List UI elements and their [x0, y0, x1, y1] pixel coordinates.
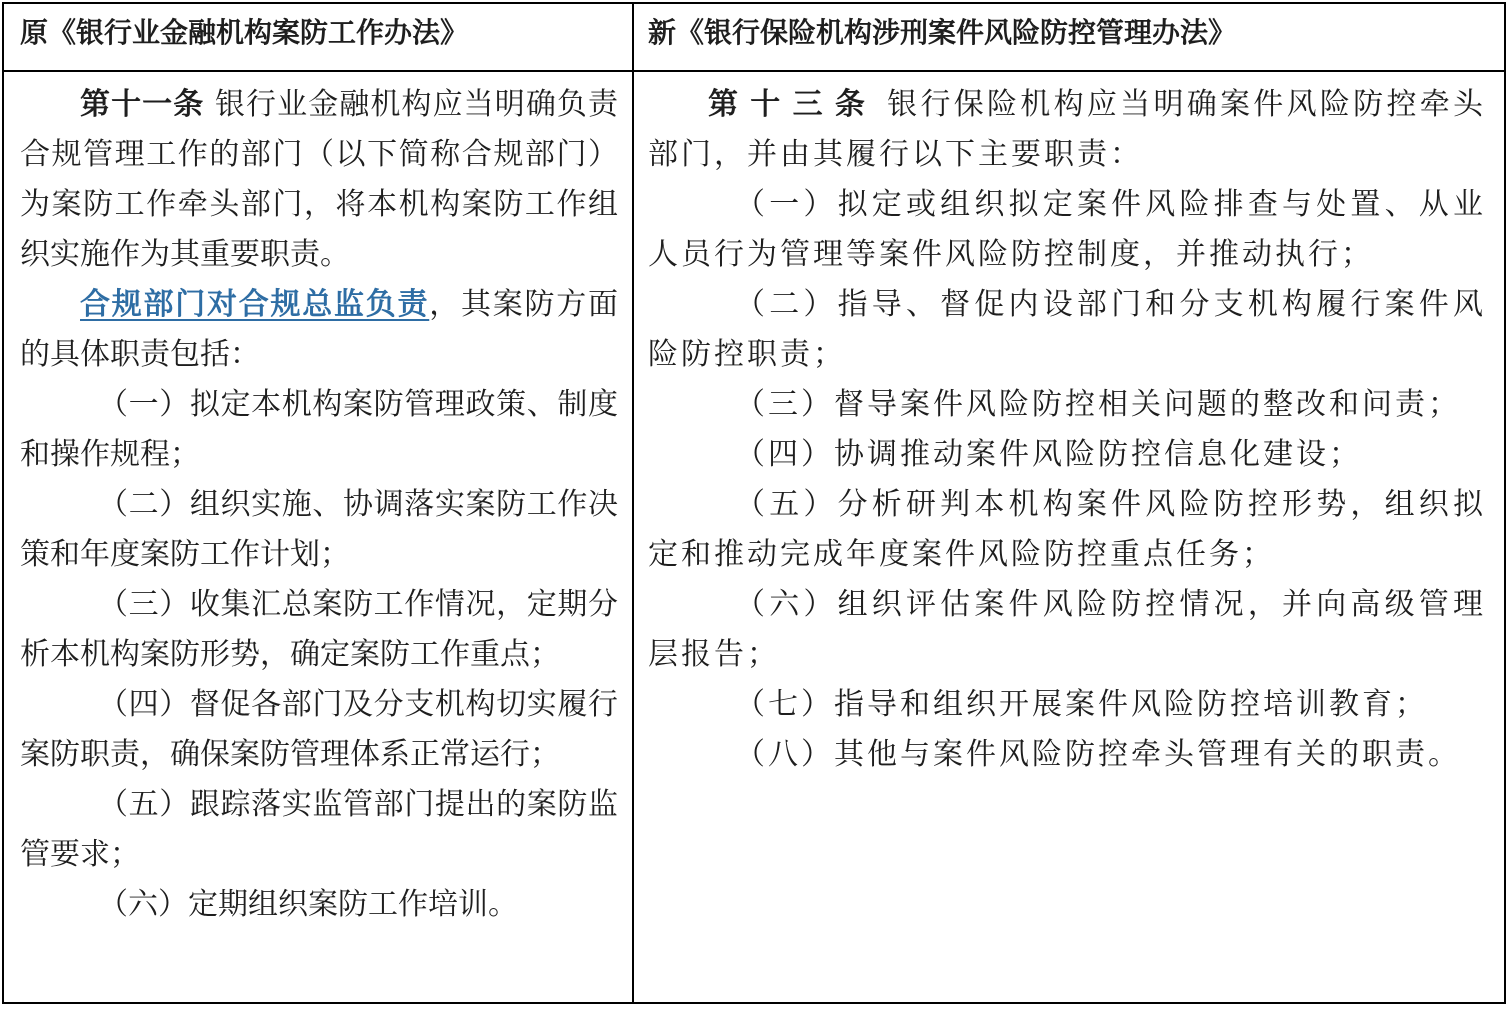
- new-regulation-column: [648, 80, 1486, 780]
- old-para2-text: ，其案防方面的具体职责包括：: [20, 287, 618, 372]
- new-item-6: （六）组织评估案件风险防控情况，并向高级管理层报告；: [648, 587, 1486, 672]
- old-intro-text: 银行业金融机构应当明确负责合规管理工作的部门（以下简称合规部门）为案防工作牵头部门，将本机构案防工作组织实施作为其重要职责。: [20, 87, 618, 272]
- highlighted-phrase: 合规部门对合规总监负责: [80, 287, 430, 322]
- old-item-6: （六）定期组织案防工作培训。: [98, 887, 518, 922]
- old-item-1: （一）拟定本机构案防管理政策、制度和操作规程；: [20, 387, 618, 472]
- old-responsibility-paragraph: [20, 280, 618, 380]
- header-new-regulation: 新《银行保险机构涉刑案件风险防控管理办法》: [648, 16, 1237, 49]
- old-item-2: （二）组织实施、协调落实案防工作决策和年度案防工作计划；: [20, 487, 618, 572]
- old-item-4: （四）督促各部门及分支机构切实履行案防职责，确保案防管理体系正常运行；: [20, 687, 618, 772]
- new-item-7: （七）指导和组织开展案件风险防控培训教育；: [735, 687, 1428, 722]
- new-item-4: （四）协调推动案件风险防控信息化建设；: [735, 437, 1362, 472]
- new-item-8: （八）其他与案件风险防控牵头管理有关的职责。: [735, 737, 1461, 772]
- old-item-3: （三）收集汇总案防工作情况，定期分析本机构案防形势，确定案防工作重点；: [20, 587, 618, 672]
- new-article-intro: [648, 80, 1486, 180]
- old-regulation-column: [20, 80, 618, 930]
- new-item-3: （三）督导案件风险防控相关问题的整改和问责；: [735, 387, 1461, 422]
- old-article-intro: [20, 80, 618, 280]
- new-intro-text: 银行保险机构应当明确案件风险防控牵头部门，并由其履行以下主要职责：: [648, 87, 1487, 172]
- header-old-regulation: 原《银行业金融机构案防工作办法》: [20, 16, 469, 49]
- old-article-number: 第十一条: [80, 87, 205, 122]
- header-divider: [2, 70, 1506, 72]
- old-item-5: （五）跟踪落实监管部门提出的案防监管要求；: [20, 787, 618, 872]
- column-divider: [632, 2, 634, 1004]
- new-item-2: （二）指导、督促内设部门和分支机构履行案件风险防控职责；: [648, 287, 1486, 372]
- new-article-number: 第十三条: [708, 87, 878, 122]
- new-item-5: （五）分析研判本机构案件风险防控形势，组织拟定和推动完成年度案件风险防控重点任务；: [648, 487, 1486, 572]
- new-item-1: （一）拟定或组织拟定案件风险排查与处置、从业人员行为管理等案件风险防控制度，并推动执行；: [648, 187, 1486, 272]
